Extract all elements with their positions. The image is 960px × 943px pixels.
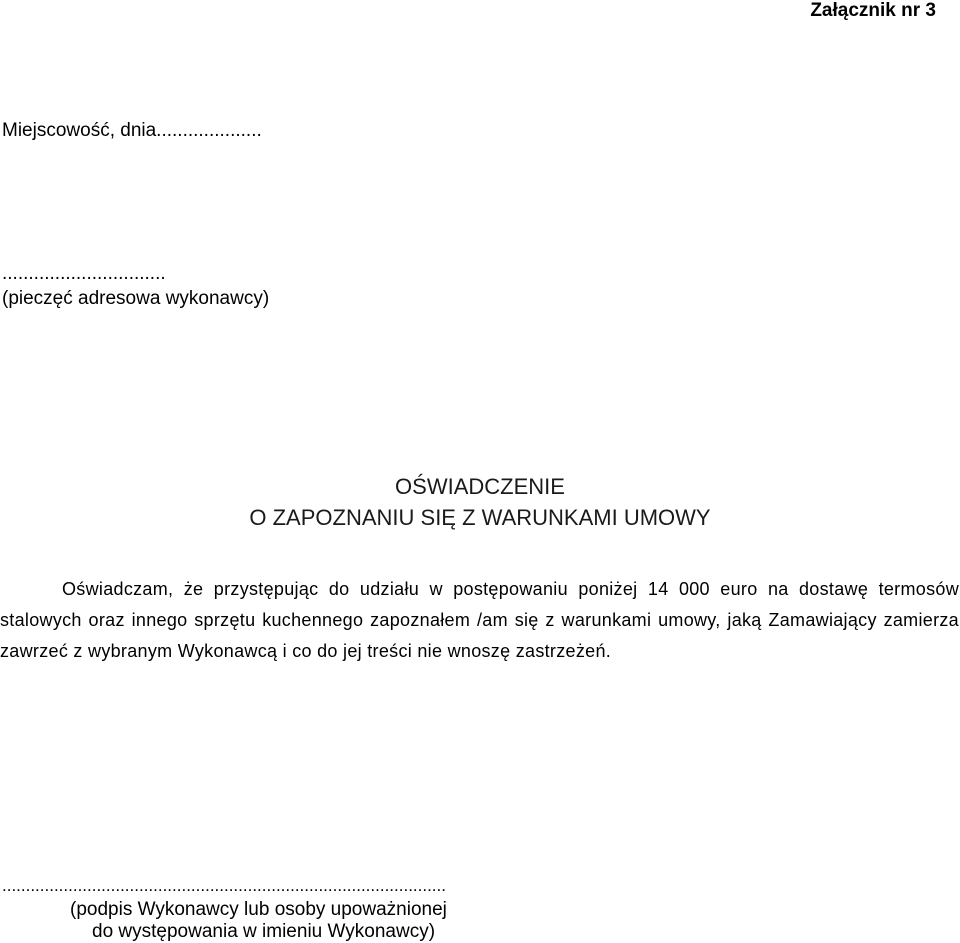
signature-caption-line2: do występowania w imieniu Wykonawcy) xyxy=(92,921,436,942)
signature-caption-line1: (podpis Wykonawcy lub osoby upoważnionej xyxy=(70,899,447,920)
stamp-caption: (pieczęć adresowa wykonawcy) xyxy=(2,288,270,309)
place-date-line: Miejscowość, dnia.................... xyxy=(2,120,262,141)
stamp-dotted-line: ............................... xyxy=(2,263,166,284)
statement-body: Oświadczam, że przystępując do udziału w postępowaniu poniżej 14 000 euro na dostawę termosów stalowych oraz innego sprzętu kuchennego zapoznałem /am się z warunkami umowy, jaką Zamawiający zamierza zawrzeć z wybranym Wykonawcą i co do jej treści nie wnoszę zastrzeżeń. xyxy=(0,579,959,661)
document-title: OŚWIADCZENIE xyxy=(395,474,565,499)
signature-dotted-line: .............................................................................................. xyxy=(2,876,446,895)
document-subtitle: O ZAPOZNANIU SIĘ Z WARUNKAMI UMOWY xyxy=(249,505,711,530)
attachment-label: Załącznik nr 3 xyxy=(810,0,936,21)
